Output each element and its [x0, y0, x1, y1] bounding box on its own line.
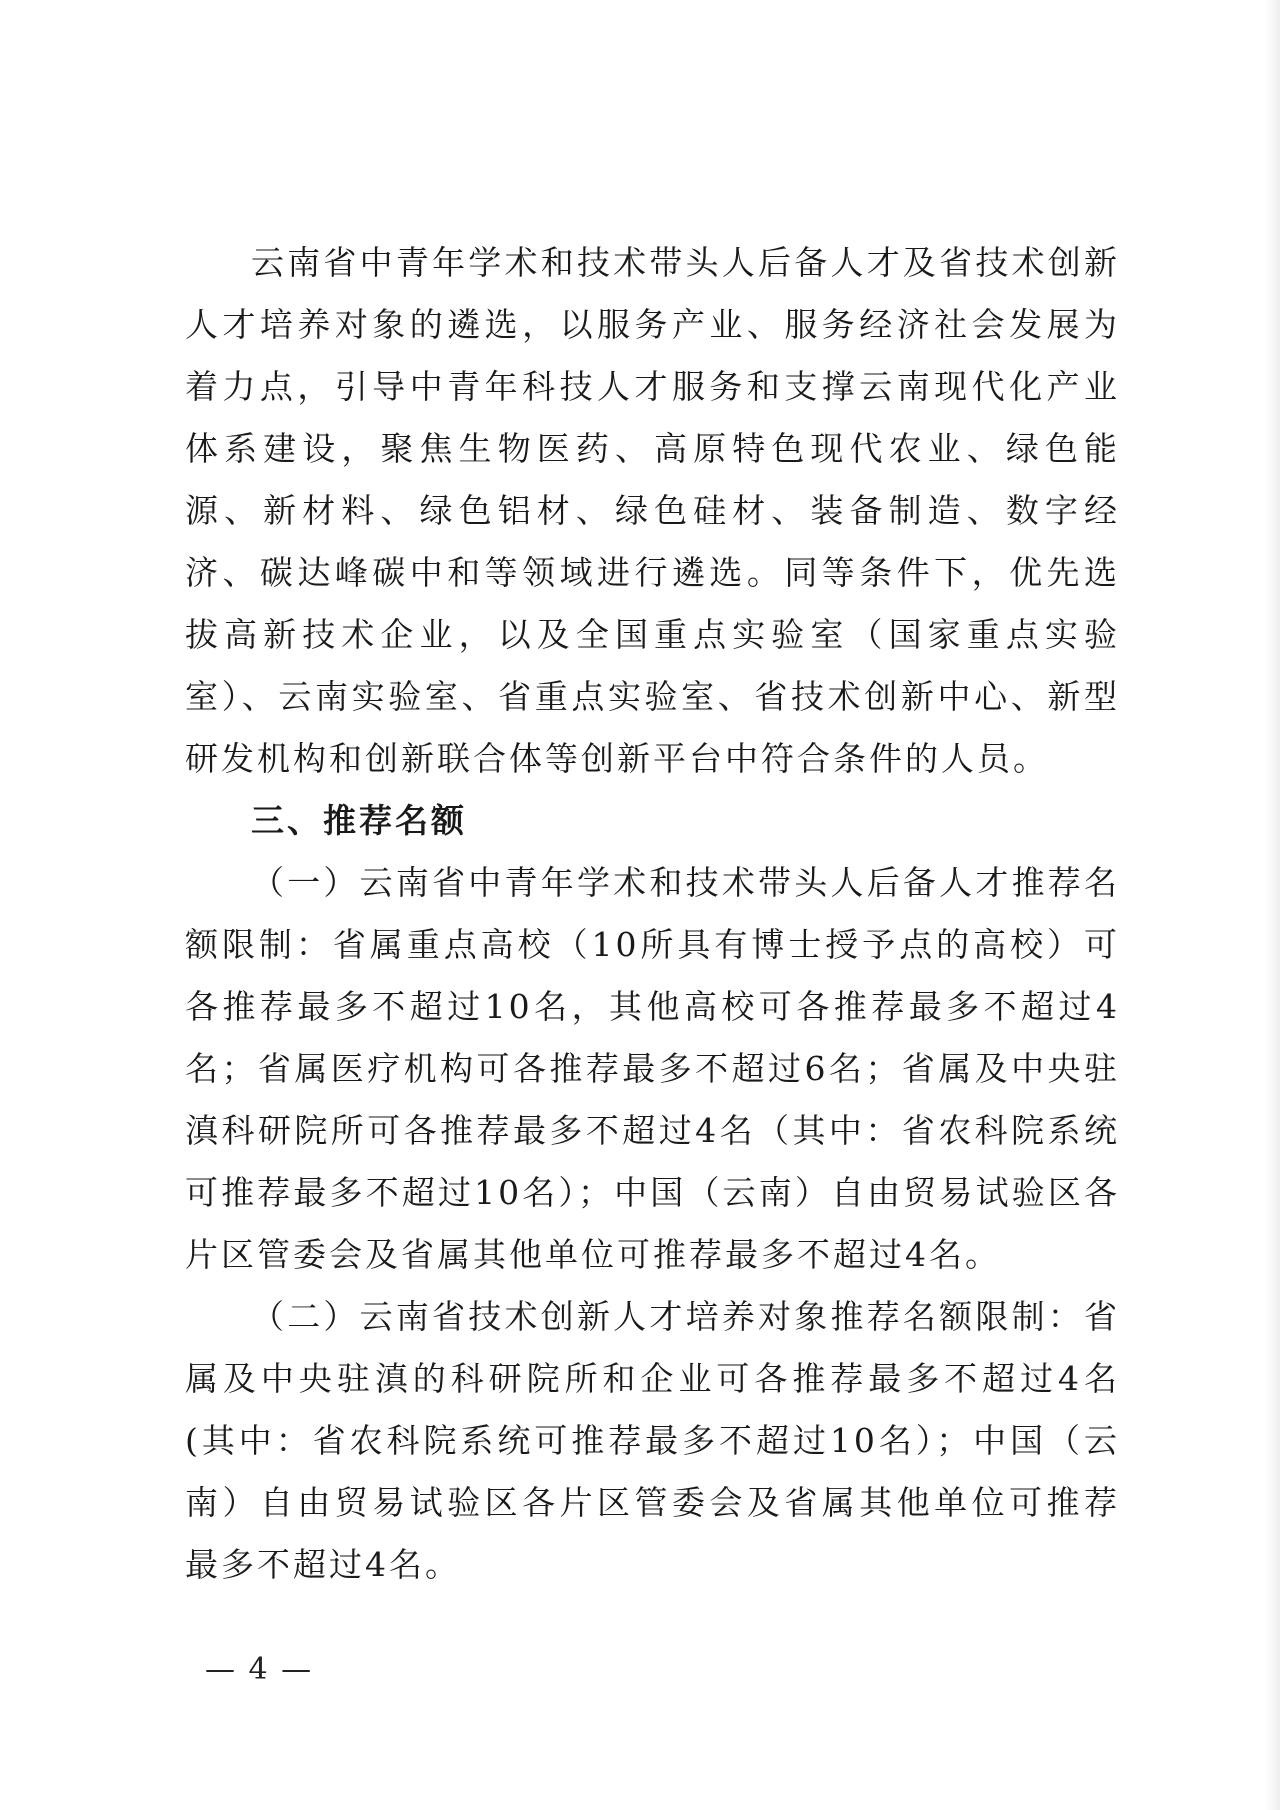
- intro-paragraph: 云南省中青年学术和技术带头人后备人才及省技术创新人才培养对象的遴选，以服务产业、服务经济社会发展为着力点，引导中青年科技人才服务和支撑云南现代化产业体系建设，聚焦生物医药、高原特色现代农业、绿色能源、新材料、绿色铝材、绿色硅材、装备制造、数字经济、碳达峰碳中和等领域进行遴选。同等条件下，优先选拔高新技术企业，以及全国重点实验室（国家重点实验室）、云南实验室、省重点实验室、省技术创新中心、新型研发机构和创新联合体等创新平台中符合条件的人员。: [185, 243, 1120, 778]
- page-number: — 4 —: [205, 1652, 314, 1687]
- quota-item-2: （二）云南省技术创新人才培养对象推荐名额限制：省属及中央驻滇的科研院所和企业可各推荐最多不超过4名(其中：省农科院系统可推荐最多不超过10名）；中国（云南）自由贸易试验区各片区管委会及省属其他单位可推荐最多不超过4名。: [185, 1297, 1120, 1584]
- page-edge-shadow: [1266, 0, 1280, 1810]
- document-body: [185, 232, 1120, 1596]
- quota-item-1: （一）云南省中青年学术和技术带头人后备人才推荐名额限制：省属重点高校（10所具有博士授予点的高校）可各推荐最多不超过10名，其他高校可各推荐最多不超过4名；省属医疗机构可各推荐最多不超过6名；省属及中央驻滇科研院所可各推荐最多不超过4名（其中：省农科院系统可推荐最多不超过10名）；中国（云南）自由贸易试验区各片区管委会及省属其他单位可推荐最多不超过4名。: [185, 863, 1120, 1274]
- section-heading-quota: 三、推荐名额: [251, 801, 467, 840]
